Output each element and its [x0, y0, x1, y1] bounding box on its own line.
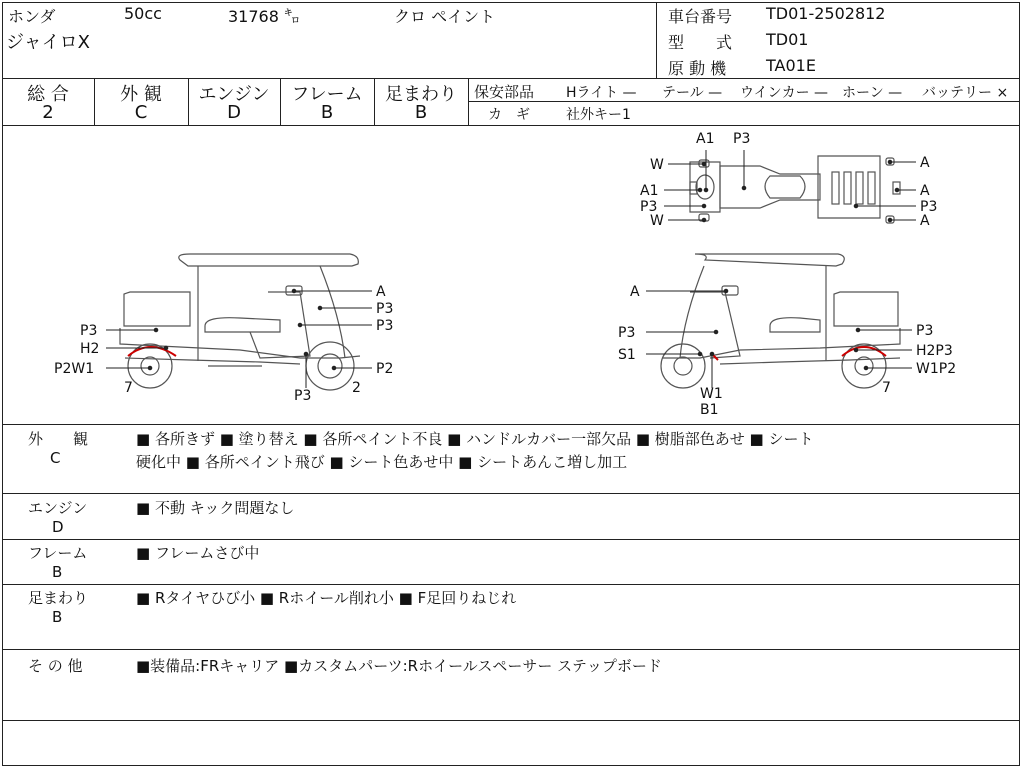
diagram-label: P3 — [376, 301, 394, 317]
exterior-value: C — [134, 102, 148, 123]
diagram-label: A — [920, 213, 930, 229]
notes-frame-text: ■ フレームさび中 — [136, 544, 260, 562]
notes-other-text: ■装備品:FRキャリア ■カスタムパーツ:Rホイールスペーサー ステップボード — [136, 657, 662, 675]
type-label: 型 式 — [668, 33, 733, 52]
diagram-label: W — [650, 213, 664, 229]
exterior-label: 外 観 — [120, 84, 162, 105]
diagram-label: P3 — [640, 199, 658, 215]
diagram-label: P2 — [376, 361, 394, 377]
diagram-label: 7 — [124, 380, 133, 396]
notes-exterior-line1: ■ 各所きず ■ 塗り替え ■ 各所ペイント不良 ■ ハンドルカバー一部欠品 ■ 樹脂部色あせ ■ シート — [136, 430, 814, 448]
grade-row-top — [2, 78, 1020, 79]
diagram-label: P3 — [376, 318, 394, 334]
diagram-label: A — [920, 155, 930, 171]
header-divider — [656, 2, 657, 78]
maker: ホンダ — [8, 7, 56, 26]
notes-divider — [2, 493, 1020, 494]
notes-engine-grade: D — [52, 518, 64, 536]
type-value: TD01 — [766, 30, 809, 49]
notes-suspension-grade: B — [52, 608, 63, 626]
diagram-label: S1 — [618, 347, 636, 363]
notes-divider — [2, 539, 1020, 540]
notes-other-label: そ の 他 — [28, 657, 83, 675]
key-label: カ ギ — [488, 107, 530, 123]
diagram-label: P3 — [618, 325, 636, 341]
color: クロ ペイント — [394, 7, 496, 26]
notes-exterior-line2: 硬化中 ■ 各所ペイント飛び ■ シート色あせ中 ■ シートあんこ増し加工 — [136, 453, 628, 471]
notes-suspension-text: ■ Rタイヤひび小 ■ Rホイール削れ小 ■ F足回りねじれ — [136, 589, 517, 607]
notes-frame-grade: B — [52, 563, 63, 581]
notes-exterior-grade: C — [50, 449, 61, 467]
diagram-label: H2P3 — [916, 343, 953, 359]
engine-grade-label: エンジン — [198, 84, 270, 105]
overall-label: 総 合 — [27, 84, 69, 105]
safety-headlight: Hライト — — [566, 85, 637, 101]
notes-divider — [2, 649, 1020, 650]
diagram-label: A — [920, 183, 930, 199]
diagram-label: B1 — [700, 402, 719, 418]
diagram-label: W1P2 — [916, 361, 957, 377]
diagram-label: 2 — [352, 380, 361, 396]
diagram-label: P3 — [920, 199, 938, 215]
notes-frame-label: フレーム — [28, 544, 88, 562]
safety-tail: テール — — [662, 85, 723, 101]
safety-winker: ウインカー — — [740, 85, 829, 101]
diagram-label: A1 — [640, 183, 659, 199]
mileage: 31768 ㌔ — [228, 7, 300, 26]
notes-bottom-line — [2, 720, 1020, 721]
safety-label: 保安部品 — [474, 83, 535, 101]
suspension-grade-value: B — [414, 102, 428, 123]
notes-engine-text: ■ 不動 キック問題なし — [136, 499, 295, 517]
grade-divider — [468, 78, 469, 125]
diagram-label: W — [650, 157, 664, 173]
left-side-view — [120, 254, 360, 390]
top-view — [690, 156, 900, 223]
chassis-value: TD01-2502812 — [766, 4, 886, 23]
model-name: ジャイロX — [6, 32, 90, 53]
overall-value: 2 — [42, 102, 54, 123]
suspension-grade-label: 足まわり — [385, 84, 457, 105]
notes-exterior-label: 外 観 — [28, 430, 89, 448]
safety-battery: バッテリー × — [922, 85, 1009, 101]
notes-divider — [2, 584, 1020, 585]
right-rear-damage-mark — [842, 347, 886, 356]
key-value: 社外キー1 — [566, 107, 631, 123]
safety-horn: ホーン — — [842, 85, 903, 101]
diagram-label: P3 — [916, 323, 934, 339]
engine-code-label: 原 動 機 — [668, 59, 727, 78]
diagram-label: P2W1 — [54, 361, 95, 377]
frame-grade-value: B — [320, 102, 334, 123]
notes-engine-label: エンジン — [28, 499, 88, 517]
chassis-label: 車台番号 — [668, 7, 733, 26]
diagram-label: A — [376, 284, 386, 300]
displacement: 50cc — [124, 4, 162, 23]
diagram-label: H2 — [80, 341, 100, 357]
notes-suspension-label: 足まわり — [28, 589, 89, 607]
diagram-label: P3 — [733, 131, 751, 147]
diagram-label: A1 — [696, 131, 715, 147]
diagram-label: A — [630, 284, 640, 300]
engine-grade-value: D — [227, 102, 241, 123]
diagram-label: P3 — [294, 388, 312, 404]
engine-code-value: TA01E — [766, 56, 816, 75]
frame-grade-label: フレーム — [291, 84, 363, 105]
damage-diagram — [0, 126, 1024, 426]
diagram-label: 7 — [882, 380, 891, 396]
diagram-label: P3 — [80, 323, 98, 339]
diagram-label: W1 — [700, 386, 723, 402]
